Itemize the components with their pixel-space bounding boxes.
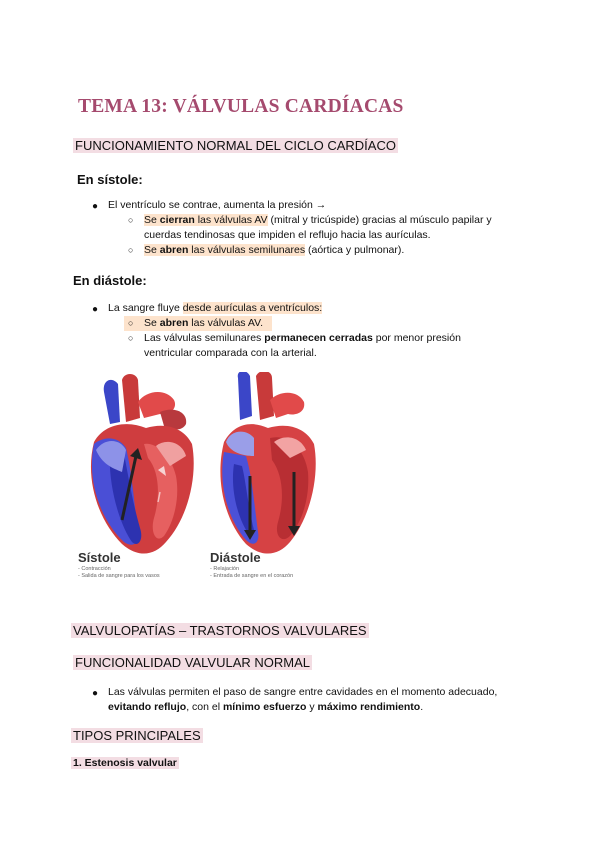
tipos-heading: TIPOS PRINCIPALES <box>73 728 201 743</box>
diastole-sub2: Las válvulas semilunares permanecen cerradas por menor presión <box>144 332 461 344</box>
circle-bullet-icon: ○ <box>128 318 134 328</box>
section-heading-ciclo: FUNCIONAMIENTO NORMAL DEL CICLO CARDÍACO <box>75 138 396 153</box>
sistole-sub1: Se cierran las válvulas AV (mitral y tricúspide) gracias al músculo papilar y <box>144 214 492 226</box>
bullet-icon: ● <box>92 304 99 315</box>
page-title: TEMA 13: VÁLVULAS CARDÍACAS <box>78 96 404 117</box>
funcionalidad-bullet-line1: Las válvulas permiten el paso de sangre entre cavidades en el momento adecuado, <box>108 686 498 698</box>
section-heading-valvulopatias: VALVULOPATÍAS – TRASTORNOS VALVULARES <box>73 623 367 638</box>
systole-heart <box>91 374 194 554</box>
circle-bullet-icon: ○ <box>128 333 134 343</box>
diastole-caption-sub1: - Relajación <box>210 566 240 572</box>
diastole-heart <box>220 372 315 554</box>
diastole-sub1: Se abren las válvulas AV. <box>144 317 264 329</box>
diastole-heading: En diástole: <box>73 273 147 288</box>
diastole-bullet: La sangre fluye desde aurículas a ventrículos: <box>108 302 323 314</box>
bullet-icon: ● <box>92 201 99 212</box>
sistole-sub2: Se abren las válvulas semilunares (aórtica y pulmonar). <box>144 244 405 256</box>
circle-bullet-icon: ○ <box>128 245 134 255</box>
diastole-caption-sub2: - Entrada de sangre en el corazón <box>210 573 294 579</box>
diastole-caption: Diástole <box>210 550 261 565</box>
systole-caption-sub1: - Contracción <box>78 566 111 572</box>
sistole-sub1-line2: cuerdas tendinosas que impiden el reflujo hacia las aurículas. <box>144 229 431 241</box>
section-subheading-funcionalidad: FUNCIONALIDAD VALVULAR NORMAL <box>75 655 311 670</box>
systole-caption: Sístole <box>78 550 121 565</box>
estenosis-heading: 1. Estenosis valvular <box>73 757 177 769</box>
sistole-heading: En sístole: <box>77 172 143 187</box>
circle-bullet-icon: ○ <box>128 215 134 225</box>
funcionalidad-bullet-line2: evitando reflujo, con el mínimo esfuerzo y máximo rendimiento. <box>108 701 424 713</box>
bullet-icon: ● <box>92 688 99 699</box>
systole-caption-sub2: - Salida de sangre para los vasos <box>78 573 160 579</box>
diastole-sub2-line2: ventricular comparada con la arterial. <box>144 347 317 359</box>
sistole-bullet: El ventrículo se contrae, aumenta la presión → <box>108 199 327 211</box>
